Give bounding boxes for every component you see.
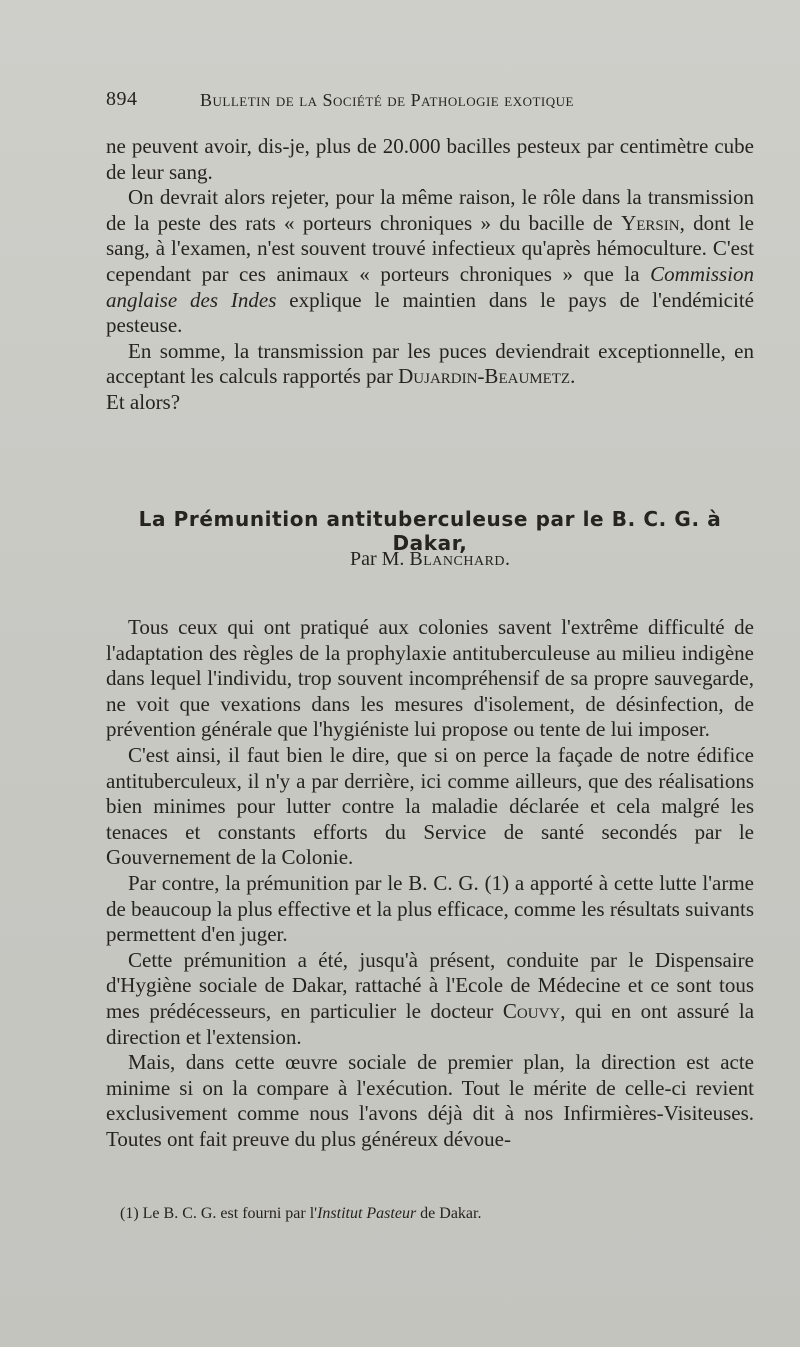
intro-p2-text-a: On devrait alors rejeter, pour la même raison, le rôle dans la transmission de la peste des rats « porteurs chroniques » du bacille de <box>106 185 754 235</box>
footnote-text-a: (1) Le B. C. G. est fourni par l' <box>120 1205 318 1222</box>
article-paragraph-3: Par contre, la prémunition par le B. C. G. (1) a apporté à cette lutte l'arme de beaucoup la plus effective et la plus efficace, comme les résultats suivants permettent d'en juger. <box>106 870 754 947</box>
author-prefix: Par M. <box>349 548 405 570</box>
article-paragraph-4 <box>106 948 754 1050</box>
author-name-yersin: Yersin <box>621 210 680 235</box>
intro-p2-text-b: , dont le sang, à l'examen, n'est souvent trouvé infectieux qu'après hémoculture. C'est cependant par ces animaux « porteurs chroniques » que la <box>106 210 754 286</box>
intro-p3-text-b: . <box>570 364 576 389</box>
author-name: Blanchard <box>409 548 506 570</box>
article-p4-text-a: Cette prémunition a été, jusqu'à présent, conduite par le Dispensaire d'Hygiène sociale de Dakar, rattaché à l'Ecole de Médecine et ce sont tous mes prédécesseurs, en particulier le docteur <box>106 947 754 1023</box>
intro-paragraph-4: Et alors? <box>106 389 181 414</box>
page-number: 894 <box>106 88 138 110</box>
article-body <box>106 615 754 1152</box>
footnote-institution: Institut Pasteur <box>317 1205 417 1222</box>
intro-p3-text-a: En somme, la transmission par les puces deviendrait exceptionnelle, en acceptant les calculs rapportés par <box>106 338 754 389</box>
running-title: Bulletin de la Société de Pathologie exotique <box>200 90 574 110</box>
author-name-couvy: Couvy <box>502 998 561 1023</box>
footnote <box>120 1205 760 1223</box>
article-p4-text-b: , qui en ont assuré la direction et l'extension. <box>106 998 755 1049</box>
intro-paragraph-3 <box>106 339 754 390</box>
author-name-dujardin: Dujardin-Beaumetz <box>398 364 571 389</box>
article-paragraph-2: C'est ainsi, il faut bien le dire, que si on perce la façade de notre édifice antituberculeux, il n'y a par derrière, ici comme ailleurs, que des réalisations bien minimes pour lutter contre la maladie déclarée et cela malgré les tenaces et constants efforts du Service de santé secondés par le Gouvernement de la Colonie. <box>106 742 754 870</box>
article-paragraph-5: Mais, dans cette œuvre sociale de premier plan, la direction est acte minime si on la compare à l'exécution. Tout le mérite de celle-ci revient exclusivement comme nous l'avons déjà dit à nos Infirmières-Visiteuses. Toutes ont fait preuve du plus généreux dévoue- <box>106 1050 754 1151</box>
intro-p2-text-c: explique le maintien dans le pays de l'endémicité pesteuse. <box>106 287 754 338</box>
intro-paragraph-1: ne peuvent avoir, dis-je, plus de 20.000 bacilles pesteux par centimètre cube de leur sang. <box>106 134 754 184</box>
article-author <box>106 548 754 571</box>
intro-text <box>106 134 754 416</box>
footnote-text-b: de Dakar. <box>420 1205 482 1222</box>
commission-name: Commission anglaise des Indes <box>106 261 755 312</box>
intro-paragraph-2 <box>106 185 754 339</box>
article-paragraph-1: Tous ceux qui ont pratiqué aux colonies savent l'extrême difficulté de l'adaptation des règles de la prophylaxie antituberculeuse au milieu indigène dans lequel l'individu, trop souvent incompréhensif de sa propre sauvegarde, ne voit que vexations dans les mesures d'isolement, de désinfection, de prévention générale que l'hygiéniste lui propose ou tente de lui imposer. <box>106 615 754 742</box>
author-suffix: . <box>505 548 511 570</box>
article-title: La Prémunition antituberculeuse par le B. C. G. à Dakar, <box>138 507 722 555</box>
